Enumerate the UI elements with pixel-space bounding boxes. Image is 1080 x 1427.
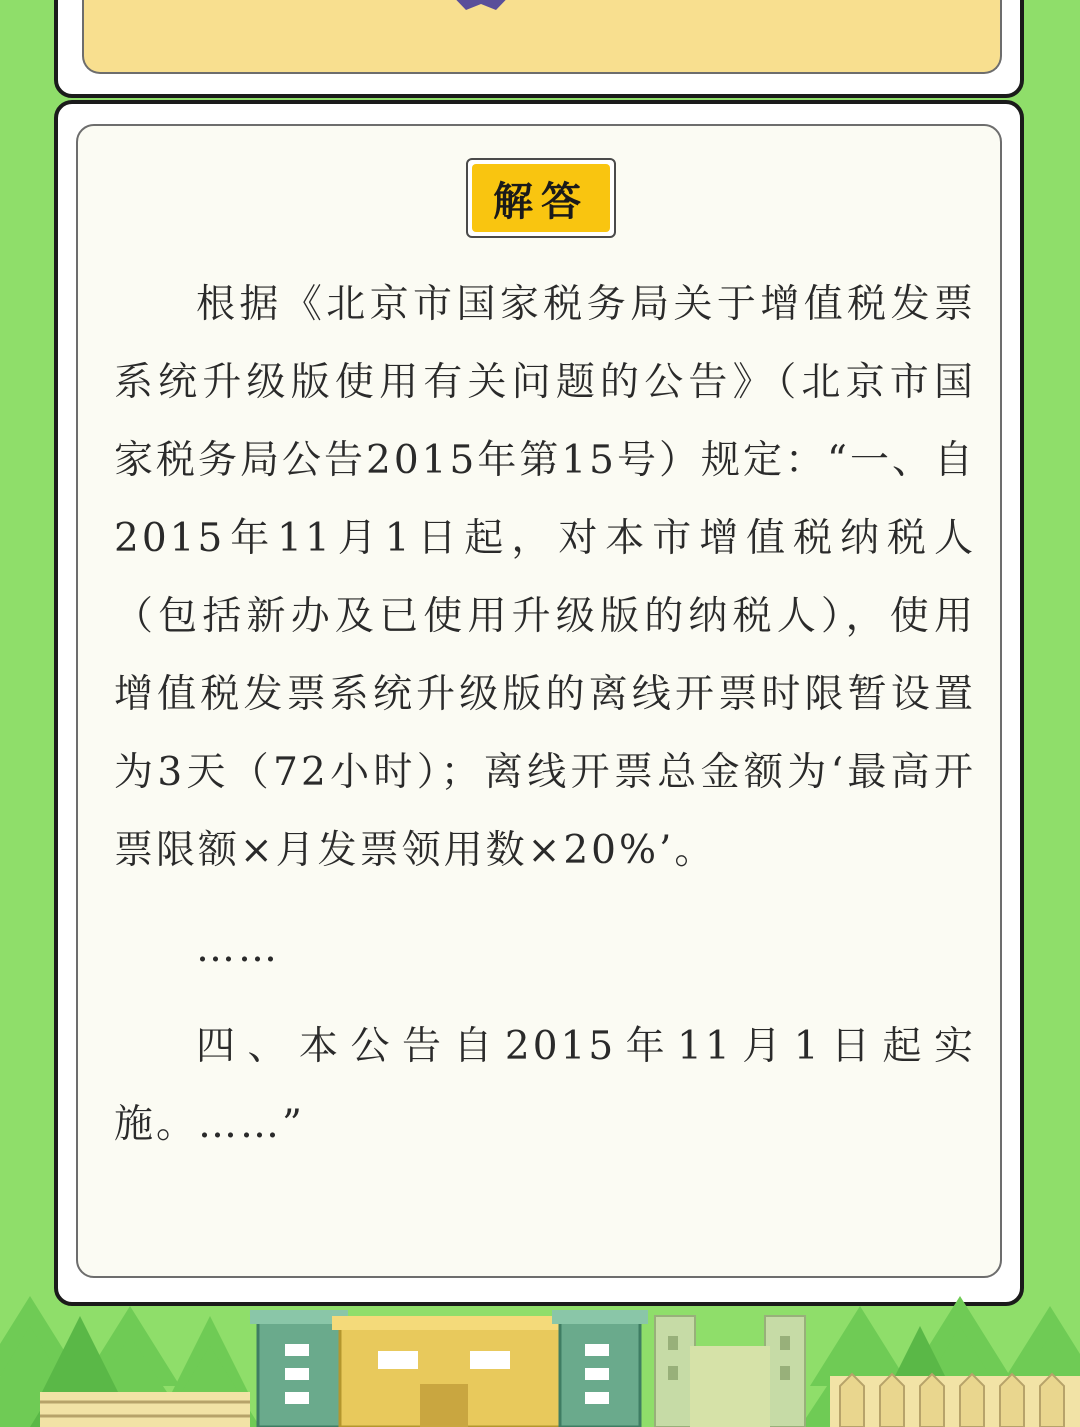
answer-ellipsis: …… bbox=[196, 926, 280, 971]
answer-paragraph-1: 根据《北京市国家税务局关于增值税发票系统升级版使用有关问题的公告》（北京市国家税务局公告2015年第15号）规定：“一、自2015年11月1日起，对本市增值税纳税人（包括新办及已使用升级版的纳税人），使用增值税发票系统升级版的离线开票时限暂设置为3天（72小时）；离线开票总金额为‘最高开票限额×月发票领用数×20%’。 bbox=[114, 282, 976, 873]
answer-paragraph-2: 四、本公告自2015年11月1日起实施。……” bbox=[114, 1024, 976, 1147]
book-icon bbox=[346, 0, 616, 24]
answer-card bbox=[54, 100, 1024, 1306]
town-illustration bbox=[0, 1296, 1080, 1427]
answer-card-inner bbox=[76, 124, 1002, 1278]
answer-badge bbox=[466, 158, 616, 238]
previous-card bbox=[54, 0, 1024, 98]
answer-text bbox=[114, 266, 976, 1164]
badge-label: 解答 bbox=[472, 164, 610, 232]
previous-card-inner bbox=[82, 0, 1002, 74]
